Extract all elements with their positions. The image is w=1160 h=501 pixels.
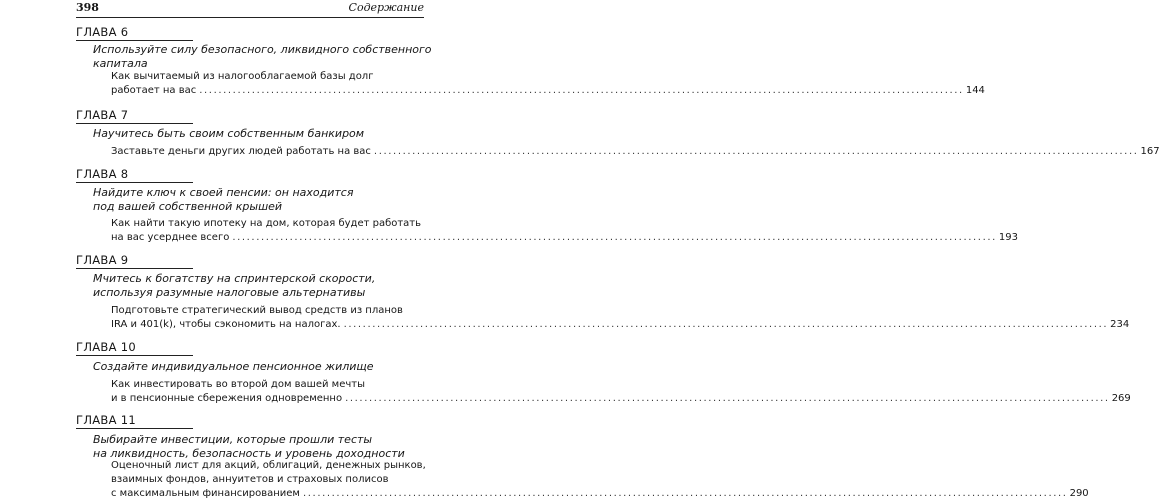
- page-header: [76, 0, 424, 18]
- dot-leader: ................................................................................................................................................................: [373, 146, 1139, 157]
- toc-entry[interactable]: [111, 145, 1160, 159]
- chapter-title: [93, 360, 411, 374]
- chapter-title-line: Найдите ключ к своей пенсии: он находится: [93, 186, 354, 199]
- toc-page-number: 193: [998, 232, 1018, 243]
- dot-leader: ................................................................................................................................................................: [343, 319, 1109, 330]
- toc-entry-text: Как инвестировать во второй дом вашей мечты: [111, 379, 365, 390]
- running-head: Содержание: [348, 1, 424, 14]
- toc-entry[interactable]: [111, 378, 1131, 406]
- chapter-title-line: Мчитесь к богатству на спринтерской скорости,: [93, 272, 376, 285]
- page-number: 398: [76, 1, 99, 14]
- toc-entry[interactable]: [111, 70, 985, 98]
- chapter-heading: ГЛАВА 7: [76, 108, 193, 124]
- toc-entry-text: с максимальным финансированием: [111, 488, 300, 499]
- toc-entry-text: взаимных фондов, аннуитетов и страховых полисов: [111, 474, 389, 485]
- toc-entry-text: работает на вас: [111, 85, 197, 96]
- chapter-title: [93, 43, 432, 70]
- toc-entry-last-line: [111, 84, 985, 98]
- chapter-heading: ГЛАВА 8: [76, 167, 193, 183]
- toc-page-number: 290: [1069, 488, 1089, 499]
- toc-entry[interactable]: [111, 304, 1130, 332]
- chapter-title: [93, 272, 411, 299]
- toc-entry-text: Заставьте деньги других людей работать на вас: [111, 146, 371, 157]
- chapter-title-line: капитала: [93, 56, 148, 70]
- toc-entry-text: Подготовьте стратегический вывод средств из планов: [111, 305, 403, 316]
- chapter-title-line: на ликвидность, безопасность и уровень доходности: [93, 446, 405, 460]
- toc-entry-text: Как найти такую ипотеку на дом, которая будет работать: [111, 218, 422, 229]
- toc-entry-text: Оценочный лист для акций, облигаций, денежных рынков,: [111, 460, 426, 471]
- toc-entry-text: IRA и 401(k), чтобы сэкономить на налогах.: [111, 319, 341, 330]
- chapter-title: [93, 433, 411, 460]
- dot-leader: ................................................................................................................................................................: [302, 488, 1068, 499]
- dot-leader: ................................................................................................................................................................: [199, 85, 964, 96]
- toc-entry-last-line: [111, 231, 1018, 245]
- chapter-title: [93, 186, 411, 213]
- dot-leader: ................................................................................................................................................................: [345, 393, 1110, 404]
- chapter-title-line: Используйте силу безопасного, ликвидного собственного: [93, 43, 432, 56]
- chapter-title: [93, 127, 411, 141]
- chapter-heading: ГЛАВА 11: [76, 413, 193, 429]
- dot-leader: ................................................................................................................................................................: [232, 232, 997, 243]
- toc-entry-last-line: [111, 318, 1130, 332]
- toc-page-number: 269: [1111, 393, 1131, 404]
- chapter-title-line: Научитесь быть своим собственным банкиром: [93, 127, 365, 140]
- toc-entry[interactable]: [111, 217, 1018, 245]
- toc-entry-last-line: [111, 487, 1089, 501]
- chapter-title-line: используя разумные налоговые альтернативы: [93, 285, 366, 299]
- toc-page-number: 167: [1140, 146, 1160, 157]
- toc-entry-text: на вас усерднее всего: [111, 232, 230, 243]
- chapter-title-line: Создайте индивидуальное пенсионное жилище: [93, 360, 374, 373]
- chapter-title-line: Выбирайте инвестиции, которые прошли тесты: [93, 433, 373, 446]
- toc-page-number: 234: [1110, 319, 1130, 330]
- toc-entry-last-line: [111, 392, 1131, 406]
- chapter-heading: ГЛАВА 6: [76, 25, 193, 41]
- toc-entry[interactable]: [111, 459, 1089, 501]
- chapter-title-line: под вашей собственной крышей: [93, 199, 283, 213]
- toc-page-number: 144: [965, 85, 985, 96]
- toc-entry-text: и в пенсионные сбережения одновременно: [111, 393, 343, 404]
- chapter-heading: ГЛАВА 10: [76, 340, 193, 356]
- chapter-heading: ГЛАВА 9: [76, 253, 193, 269]
- toc-entry-last-line: [111, 145, 1160, 159]
- toc-entry-text: Как вычитаемый из налогооблагаемой базы долг: [111, 71, 374, 82]
